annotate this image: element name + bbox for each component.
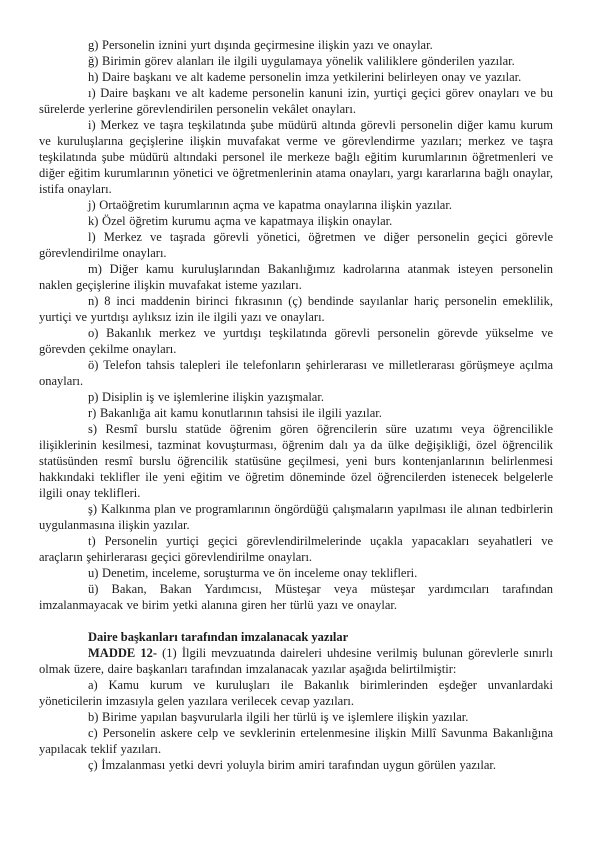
list-item: b) Birime yapılan başvurularla ilgili her türlü iş ve işlemlere ilişkin yazılar.	[88, 710, 469, 724]
list-item: n) 8 inci maddenin birinci fıkrasının (ç) bendinde sayılanlar hariç personelin emeklilik, yurtiçi ve yurtdışı aylıksız izin ile ilgili yazı ve onayları.	[39, 294, 553, 324]
list-item: t) Personelin yurtiçi geçici görevlendirilmelerinde uçakla yapacakları seyahatleri ve araçların şehirlerarası geçici görevlendirilme onayları.	[39, 534, 553, 564]
madde-12-label: MADDE 12-	[88, 646, 158, 660]
list-item: ö) Telefon tahsis talepleri ile telefonların şehirlerarası ve milletlerarası görüşmeye açılma onayları.	[39, 358, 553, 388]
list-item: h) Daire başkanı ve alt kademe personelin imza yetkilerini belirleyen onay ve yazılar.	[88, 70, 522, 84]
list-item: p) Disiplin iş ve işlemlerine ilişkin yazışmalar.	[88, 390, 324, 404]
madde-12-paragraph	[39, 645, 553, 677]
list-item: g) Personelin iznini yurt dışında geçirmesine ilişkin yazı ve onaylar.	[88, 38, 433, 52]
list-item: ğ) Birimin görev alanları ile ilgili uygulamaya yönelik valiliklere gönderilen yazılar.	[88, 54, 515, 68]
list-item: o) Bakanlık merkez ve yurtdışı teşkilatında görevli personelin görevde yükselme ve görevden çekilme onayları.	[39, 326, 553, 356]
list-item: m) Diğer kamu kuruluşlarından Bakanlığımız kadrolarına atanmak isteyen personelin naklen geçişlerine ilişkin muvafakat isteme yazıları.	[39, 262, 553, 292]
list-item: u) Denetim, inceleme, soruşturma ve ön inceleme onay teklifleri.	[88, 566, 418, 580]
list-item: ı) Daire başkanı ve alt kademe personelin kanuni izin, yurtiçi geçici görev onayları ve bu sürelerde yerlerine görevlendirilen personelin vekâlet onayları.	[39, 86, 553, 116]
list-item: ş) Kalkınma plan ve programlarının öngördüğü çalışmaların yapılması ile alınan tedbirlerin uygulanmasına ilişkin yazılar.	[39, 502, 553, 532]
section-heading: Daire başkanları tarafından imzalanacak yazılar	[88, 630, 349, 644]
list-item: k) Özel öğretim kurumu açma ve kapatmaya ilişkin onaylar.	[88, 214, 393, 228]
list-item: ç) İmzalanması yetki devri yoluyla birim amiri tarafından uygun görülen yazılar.	[88, 758, 496, 772]
list-item: c) Personelin askere celp ve sevklerinin ertelenmesine ilişkin Millî Savunma Bakanlığına yapılacak teklif yazıları.	[39, 726, 553, 756]
madde-12-text: (1) İlgili mevzuatında daireleri uhdesine verilmiş bulunan görevlerle sınırlı olmak üzere, daire başkanları tarafından imzalanacak yazılar aşağıda belirtilmiştir:	[39, 646, 553, 676]
delegated-signatures-list	[39, 37, 553, 613]
list-item: l) Merkez ve taşrada görevli yönetici, öğretmen ve diğer personelin geçici görevle görevlendirilme onayları.	[39, 230, 553, 260]
madde-12-items-list	[39, 677, 553, 773]
list-item: s) Resmî burslu statüde öğrenim gören öğrencilerin süre uzatımı veya öğrencilikle ilişiklerinin kesilmesi, tazminat kovuşturması, öğrenim dalı ya da ülke değişikliği, özel öğrencilik statüsünden resmî burslu öğrencilik statüsüne geçilmesi, yeni burs kontenjanlarının belirlenmesi hakkındaki teklifler ile yeni eğitim ve öğretim döneminde özel öğrencilerden istenecek belgelerle ilgili onay teklifleri.	[39, 422, 553, 500]
list-item: a) Kamu kurum ve kuruluşları ile Bakanlık birimlerinden eşdeğer unvanlardaki yöneticilerin imzasıyla gelen yazılara verilecek cevap yazıları.	[39, 678, 553, 708]
list-item: j) Ortaöğretim kurumlarının açma ve kapatma onaylarına ilişkin yazılar.	[88, 198, 452, 212]
list-item: ü) Bakan, Bakan Yardımcısı, Müsteşar veya müsteşar yardımcıları tarafından imzalanmayacak ve birim yetki alanına giren her türlü yazı ve onaylar.	[39, 582, 553, 612]
list-item: r) Bakanlığa ait kamu konutlarının tahsisi ile ilgili yazılar.	[88, 406, 382, 420]
list-item: i) Merkez ve taşra teşkilatında şube müdürü altında görevli personelin diğer kamu kurum ve kuruluşlarına geçişlerine ilişkin muvafakat verme ve görevlendirme yazıları; merkez ve taşra teşkilatında şube müdürü altındaki personel ile merkeze bağlı eğitim kurumlarının öğretmenleri ve diğer eğitim kurumlarının yönetici ve öğretmenlerinin atama onayları, yargı kararlarına bağlı onaylar, istifa onayları.	[39, 118, 553, 196]
